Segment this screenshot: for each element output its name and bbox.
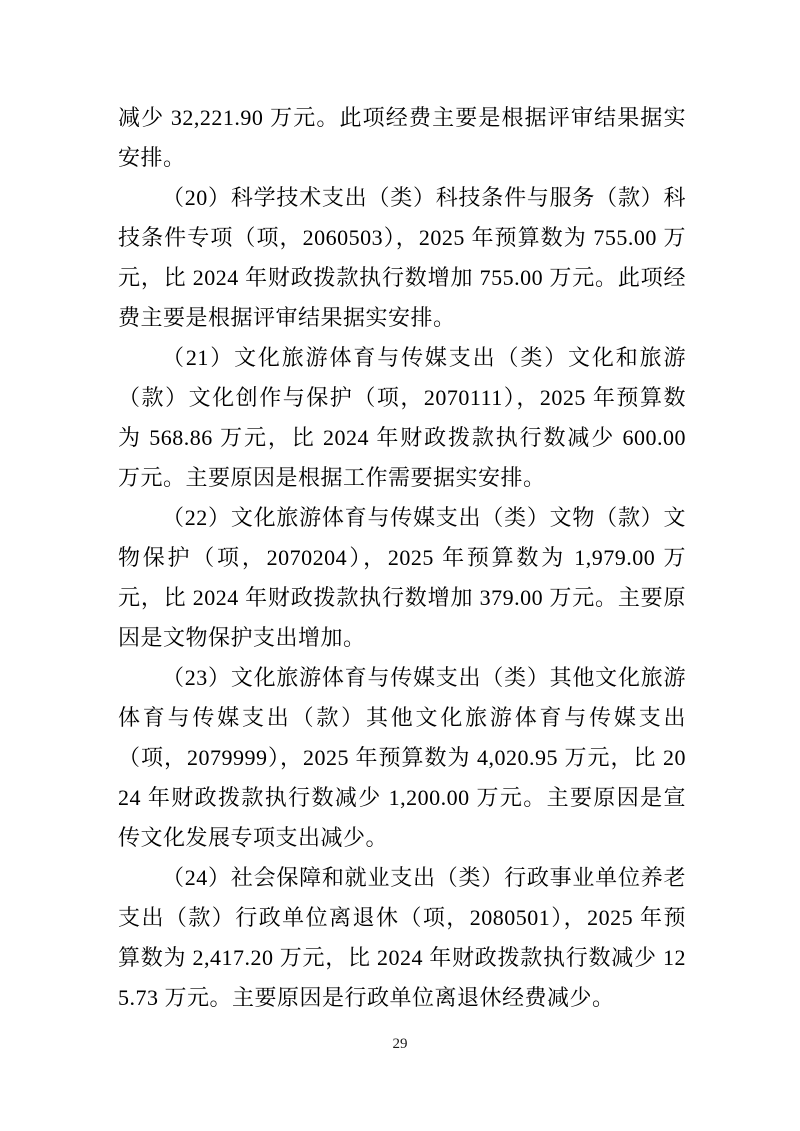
paragraph: （20）科学技术支出（类）科技条件与服务（款）科技条件专项（项，2060503），2025 年预算数为 755.00 万元，比 2024 年财政拨款执行数增加 755.00 万元。此项经费主要是根据评审结果据实安排。 <box>118 185 686 330</box>
paragraph: （21）文化旅游体育与传媒支出（类）文化和旅游（款）文化创作与保护（项，2070111），2025 年预算数为 568.86 万元，比 2024 年财政拨款执行数减少 600.00 万元。主要原因是根据工作需要据实安排。 <box>118 345 686 490</box>
paragraph: （23）文化旅游体育与传媒支出（类）其他文化旅游体育与传媒支出（款）其他文化旅游体育与传媒支出（项，2079999），2025 年预算数为 4,020.95 万元，比 2024 年财政拨款执行数减少 1,200.00 万元。主要原因是宣传文化发展专项支出减少。 <box>118 665 686 850</box>
paragraph: （24）社会保障和就业支出（类）行政事业单位养老支出（款）行政单位离退休（项，2080501），2025 年预算数为 2,417.20 万元，比 2024 年财政拨款执行数减少 125.73 万元。主要原因是行政单位离退休经费减少。 <box>118 865 686 1010</box>
paragraph: （22）文化旅游体育与传媒支出（类）文物（款）文物保护（项，2070204），2025 年预算数为 1,979.00 万元，比 2024 年财政拨款执行数增加 379.00 万元。主要原因是文物保护支出增加。 <box>118 505 686 650</box>
page-number: 29 <box>392 1036 408 1052</box>
body-text <box>118 98 686 1018</box>
paragraph: 减少 32,221.90 万元。此项经费主要是根据评审结果据实安排。 <box>118 105 686 170</box>
